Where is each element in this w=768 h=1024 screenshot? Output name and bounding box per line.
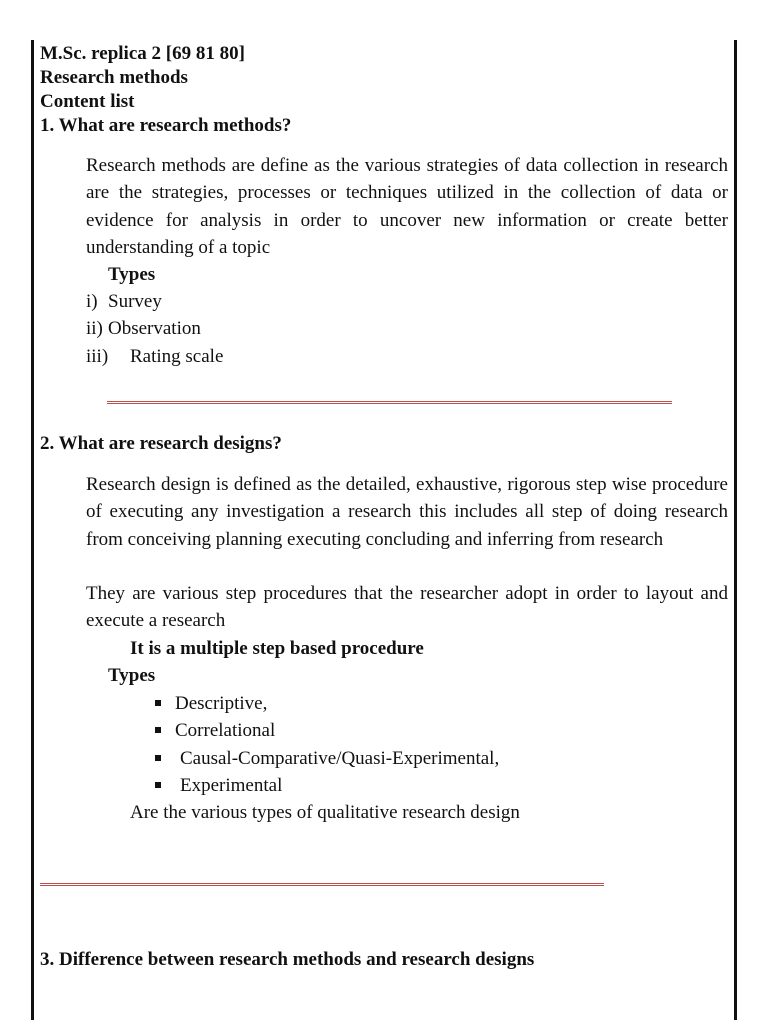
- section1-type-2: Observation: [108, 318, 201, 339]
- section1-types-label: Types: [108, 264, 156, 285]
- section2-emphasis: It is a multiple step based procedure: [130, 638, 424, 659]
- section2-closing: Are the various types of qualitative research design: [130, 802, 520, 823]
- section1-type-1: Survey: [108, 291, 162, 312]
- section2-type-3: Causal-Comparative/Quasi-Experimental,: [180, 748, 500, 769]
- page-border-right: [734, 40, 737, 1020]
- doc-content-list-label: Content list: [40, 91, 135, 112]
- section1-type-marker-2: ii): [86, 318, 103, 339]
- section2-type-2: Correlational: [175, 720, 276, 741]
- bullet-icon: [155, 782, 161, 788]
- section2-paragraph-2: They are various step procedures that the researcher adopt in order to layout and execute a research: [86, 583, 728, 632]
- page-border-left: [31, 40, 34, 1020]
- bullet-icon: [155, 755, 161, 761]
- section-divider-2: [40, 883, 604, 886]
- section2-type-4: Experimental: [180, 775, 283, 796]
- section2-paragraph-1: Research design is defined as the detailed, exhaustive, rigorous step wise procedure of executing any investigation a research this includes all step of doing research from conceiving planning executing concluding and inferring from research: [86, 474, 728, 550]
- section1-heading: 1. What are research methods?: [40, 115, 292, 136]
- section3-heading: 3. Difference between research methods and research designs: [40, 949, 535, 970]
- section2-heading: 2. What are research designs?: [40, 433, 282, 454]
- section1-type-3: Rating scale: [130, 346, 224, 367]
- section1-type-marker-1: i): [86, 291, 98, 312]
- section-divider-1: [107, 401, 672, 404]
- section1-type-marker-3: iii): [86, 346, 109, 367]
- bullet-icon: [155, 727, 161, 733]
- section2-types-label: Types: [108, 665, 156, 686]
- section1-paragraph: Research methods are define as the various strategies of data collection in research are the strategies, processes or techniques utilized in the collection of data or evidence for analysis in order to uncover new information or create better understanding of a topic: [86, 155, 728, 258]
- section2-type-1: Descriptive,: [175, 693, 268, 714]
- bullet-icon: [155, 700, 161, 706]
- doc-subject: Research methods: [40, 67, 188, 88]
- doc-title: M.Sc. replica 2 [69 81 80]: [40, 43, 245, 64]
